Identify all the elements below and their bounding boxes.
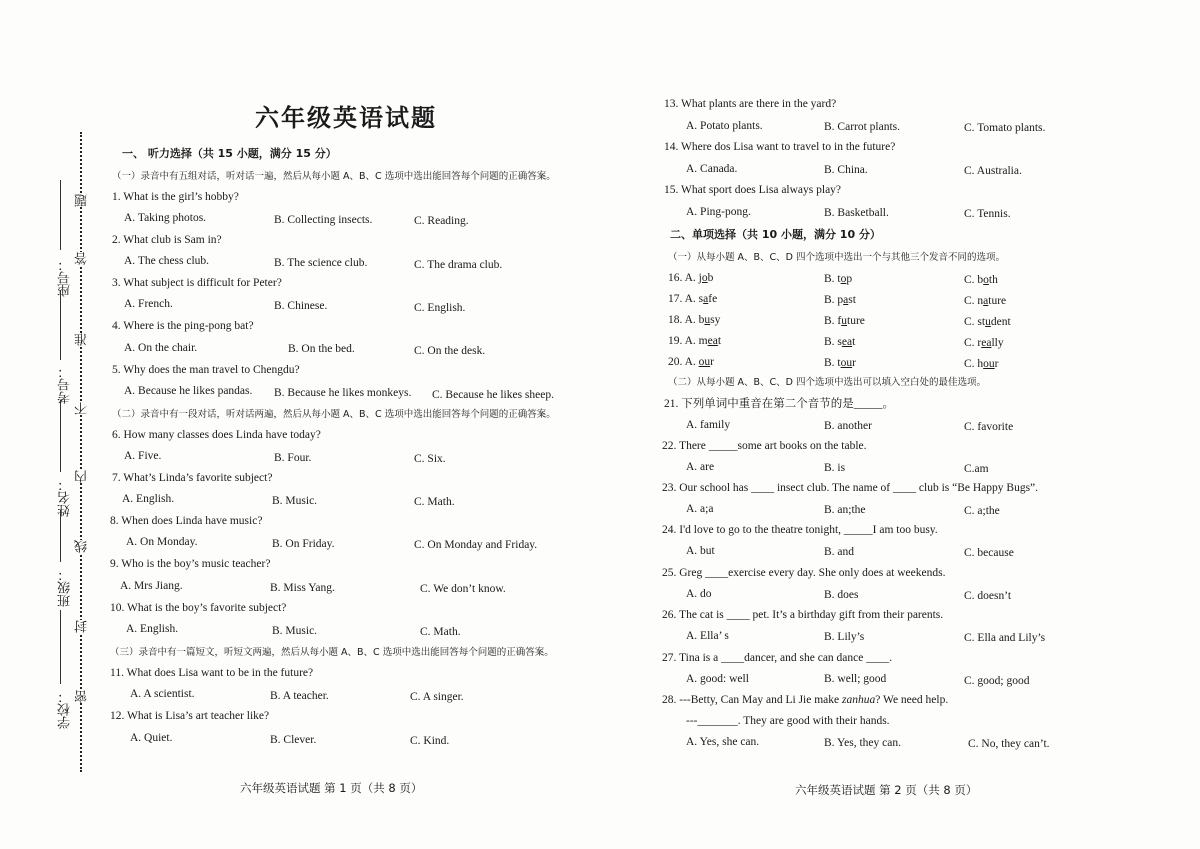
option-a: A. Quiet.: [130, 732, 173, 744]
question-text: 26. The cat is ____ pet. It’s a birthday gift from their parents.: [662, 609, 944, 621]
option-b: B. is: [824, 462, 846, 474]
option-a: A. a;a: [686, 503, 714, 515]
question-text: 7. What’s Linda’s favorite subject?: [112, 472, 273, 484]
question-text: 6. How many classes does Linda have today?: [112, 429, 321, 441]
binding-label-class: 班级：: [57, 568, 72, 607]
binding-blank-class: [60, 510, 61, 562]
option-b: B. Yes, they can.: [824, 737, 901, 749]
binding-blank-school: [60, 610, 61, 684]
option-b: B. Music.: [272, 495, 318, 507]
question-text: 21. 下列单词中重音在第二个音节的是_____。: [664, 398, 894, 410]
question-text: 14. Where dos Lisa want to travel to in the future?: [664, 141, 896, 153]
option-b: B. A teacher.: [270, 690, 329, 702]
page-footer: 六年级英语试题 第 1 页（共 8 页）: [240, 781, 423, 795]
option-a: A. family: [686, 419, 731, 431]
question-text: 12. What is Lisa’s art teacher like?: [110, 710, 270, 722]
phonics-option-a: 18. A. busy: [668, 314, 721, 326]
phonics-option-a: 20. A. our: [668, 356, 715, 368]
option-c: C. On the desk.: [414, 345, 486, 357]
option-c: C. Tomato plants.: [964, 122, 1046, 134]
option-b: B. Because he likes monkeys.: [274, 387, 412, 399]
binding-label-seat: 座号：: [57, 258, 72, 297]
option-c: C. Math.: [420, 626, 461, 638]
phonics-option-b: B. past: [824, 294, 856, 306]
option-b: B. Music.: [272, 625, 318, 637]
option-c: C. English.: [414, 302, 466, 314]
option-a: A. Yes, she can.: [686, 736, 760, 748]
option-b: B. does: [824, 589, 859, 601]
phonics-option-a: 17. A. safe: [668, 293, 718, 305]
option-a: A. English.: [126, 623, 179, 635]
binding-char: 题: [74, 194, 89, 207]
option-c: C.am: [964, 463, 989, 475]
phonics-option-b: B. future: [824, 315, 865, 327]
option-a: A. are: [686, 461, 715, 473]
binding-label-exam-no: 考号：: [57, 365, 72, 404]
phonics-option-b: B. tour: [824, 357, 856, 369]
question-text: 27. Tina is a ____dancer, and she can dance ____.: [662, 652, 893, 664]
option-a: A. do: [686, 588, 712, 600]
option-b: B. another: [824, 420, 872, 432]
section-heading-single-choice: 二、单项选择（共 10 小题，满分 10 分）: [670, 228, 881, 241]
binding-label-name: 姓名：: [57, 478, 72, 517]
option-b: B. Miss Yang.: [270, 582, 335, 594]
part-instruction: （二）从每小题 A、B、C、D 四个选项中选出可以填入空白处的最佳选项。: [668, 377, 987, 388]
binding-dotted-line: [80, 132, 82, 772]
question-text: 2. What club is Sam in?: [112, 234, 222, 246]
binding-blank-seat: [60, 180, 61, 250]
binding-label-school: 学校：: [57, 690, 72, 729]
binding-char: 封: [74, 620, 89, 633]
question-text: 24. I'd love to go to the theatre tonight, _____I am too busy.: [662, 524, 938, 536]
question-text: 13. What plants are there in the yard?: [664, 98, 837, 110]
option-a: A. Potato plants.: [686, 120, 763, 132]
option-a: A. good: well: [686, 673, 749, 685]
option-c: C. The drama club.: [414, 259, 503, 271]
option-c: C. a;the: [964, 505, 1000, 517]
option-a: A. A scientist.: [130, 688, 195, 700]
option-a: A. but: [686, 545, 715, 557]
option-a: A. Ella’ s: [686, 630, 729, 642]
phonics-option-a: 16. A. job: [668, 272, 714, 284]
option-b: B. and: [824, 546, 855, 558]
question-text: 11. What does Lisa want to be in the future?: [110, 667, 314, 679]
option-a: A. Canada.: [686, 163, 738, 175]
option-c: C. Ella and Lily’s: [964, 632, 1046, 644]
option-b: B. Carrot plants.: [824, 121, 901, 133]
exam-page-2: [640, 0, 1200, 849]
option-c: C. Reading.: [414, 215, 469, 227]
option-a: A. French.: [124, 298, 173, 310]
question-text: 10. What is the boy’s favorite subject?: [110, 602, 287, 614]
option-a: A. On the chair.: [124, 342, 198, 354]
option-b: B. well; good: [824, 673, 887, 685]
option-a: A. English.: [122, 493, 175, 505]
binding-char: 内: [74, 470, 89, 483]
question-text: 8. When does Linda have music?: [110, 515, 263, 527]
question-text: 28. ---Betty, Can May and Li Jie make zanhua? We need help.: [662, 694, 949, 706]
phonics-option-c: C. nature: [964, 295, 1007, 307]
option-c: C. good; good: [964, 675, 1030, 687]
option-b: B. The science club.: [274, 257, 368, 269]
option-b: B. China.: [824, 164, 868, 176]
option-a: A. Ping-pong.: [686, 206, 751, 218]
option-b: B. Chinese.: [274, 300, 328, 312]
option-c: C. Six.: [414, 453, 446, 465]
option-b: B. On the bed.: [288, 343, 355, 355]
option-a: A. Five.: [124, 450, 162, 462]
option-b: B. On Friday.: [272, 538, 335, 550]
question-text: 23. Our school has ____ insect club. The name of ____ club is “Be Happy Bugs”.: [662, 482, 1039, 494]
phonics-option-c: C. both: [964, 274, 998, 286]
binding-char: 准: [74, 333, 89, 346]
phonics-option-b: B. seat: [824, 336, 856, 348]
option-c: C. We don’t know.: [420, 583, 506, 595]
question-text: 3. What subject is difficult for Peter?: [112, 277, 282, 289]
part-instruction: （一）录音中有五组对话，听对话一遍，然后从每小题 A、B、C 选项中选出能回答每个问题的正确答案。: [112, 171, 556, 182]
phonics-option-b: B. top: [824, 273, 853, 285]
page-footer: 六年级英语试题 第 2 页（共 8 页）: [795, 783, 978, 797]
option-c: C. Kind.: [410, 735, 450, 747]
option-a: A. Mrs Jiang.: [120, 580, 183, 592]
option-a: A. On Monday.: [126, 536, 198, 548]
question-text: 4. Where is the ping-pong bat?: [112, 320, 254, 332]
binding-blank-exam-no: [60, 290, 61, 360]
question-text: 22. There _____some art books on the table.: [662, 440, 867, 452]
part-instruction: （二）录音中有一段对话，听对话两遍，然后从每小题 A、B、C 选项中选出能回答每个问题的正确答案。: [112, 409, 556, 420]
question-text-line2: ---_______. They are good with their hands.: [686, 715, 890, 727]
binding-char: 答: [74, 252, 89, 265]
binding-blank-name: [60, 400, 61, 472]
question-text: 15. What sport does Lisa always play?: [664, 184, 842, 196]
option-b: B. Lily’s: [824, 631, 865, 643]
question-text: 1. What is the girl’s hobby?: [112, 191, 239, 203]
phonics-option-c: C. hour: [964, 358, 999, 370]
section-heading-listening: 一、 听力选择（共 15 小题，满分 15 分）: [122, 147, 337, 160]
option-c: C. Math.: [414, 496, 455, 508]
option-a: A. Taking photos.: [124, 212, 207, 224]
option-a: A. Because he likes pandas.: [124, 385, 253, 397]
exam-title: 六年级英语试题: [255, 104, 437, 132]
question-text: 5. Why does the man travel to Chengdu?: [112, 364, 300, 376]
option-b: B. Collecting insects.: [274, 214, 373, 226]
option-c: C. favorite: [964, 421, 1014, 433]
option-c: C. doesn’t: [964, 590, 1012, 602]
option-b: B. Basketball.: [824, 207, 889, 219]
option-c: C. No, they can’t.: [968, 738, 1050, 750]
phonics-option-c: C. student: [964, 316, 1011, 328]
question-text: 25. Greg ____exercise every day. She only does at weekends.: [662, 567, 946, 579]
option-c: C. Because he likes sheep.: [432, 389, 554, 401]
option-c: C. Australia.: [964, 165, 1022, 177]
part-instruction: （一）从每小题 A、B、C、D 四个选项中选出一个与其他三个发音不同的选项。: [668, 252, 1006, 263]
option-c: C. because: [964, 547, 1014, 559]
part-instruction: （三）录音中有一篇短文，听短文两遍，然后从每小题 A、B、C 选项中选出能回答每个问题的正确答案。: [110, 647, 554, 658]
option-c: C. A singer.: [410, 691, 464, 703]
binding-char: 不: [74, 402, 89, 415]
option-b: B. Clever.: [270, 734, 317, 746]
option-c: C. Tennis.: [964, 208, 1011, 220]
phonics-option-c: C. really: [964, 337, 1004, 349]
option-b: B. an;the: [824, 504, 866, 516]
binding-char: 线: [74, 540, 89, 553]
question-text: 9. Who is the boy’s music teacher?: [110, 558, 271, 570]
option-a: A. The chess club.: [124, 255, 210, 267]
option-b: B. Four.: [274, 452, 312, 464]
option-c: C. On Monday and Friday.: [414, 539, 538, 551]
phonics-option-a: 19. A. meat: [668, 335, 722, 347]
binding-char: 密: [74, 690, 89, 703]
